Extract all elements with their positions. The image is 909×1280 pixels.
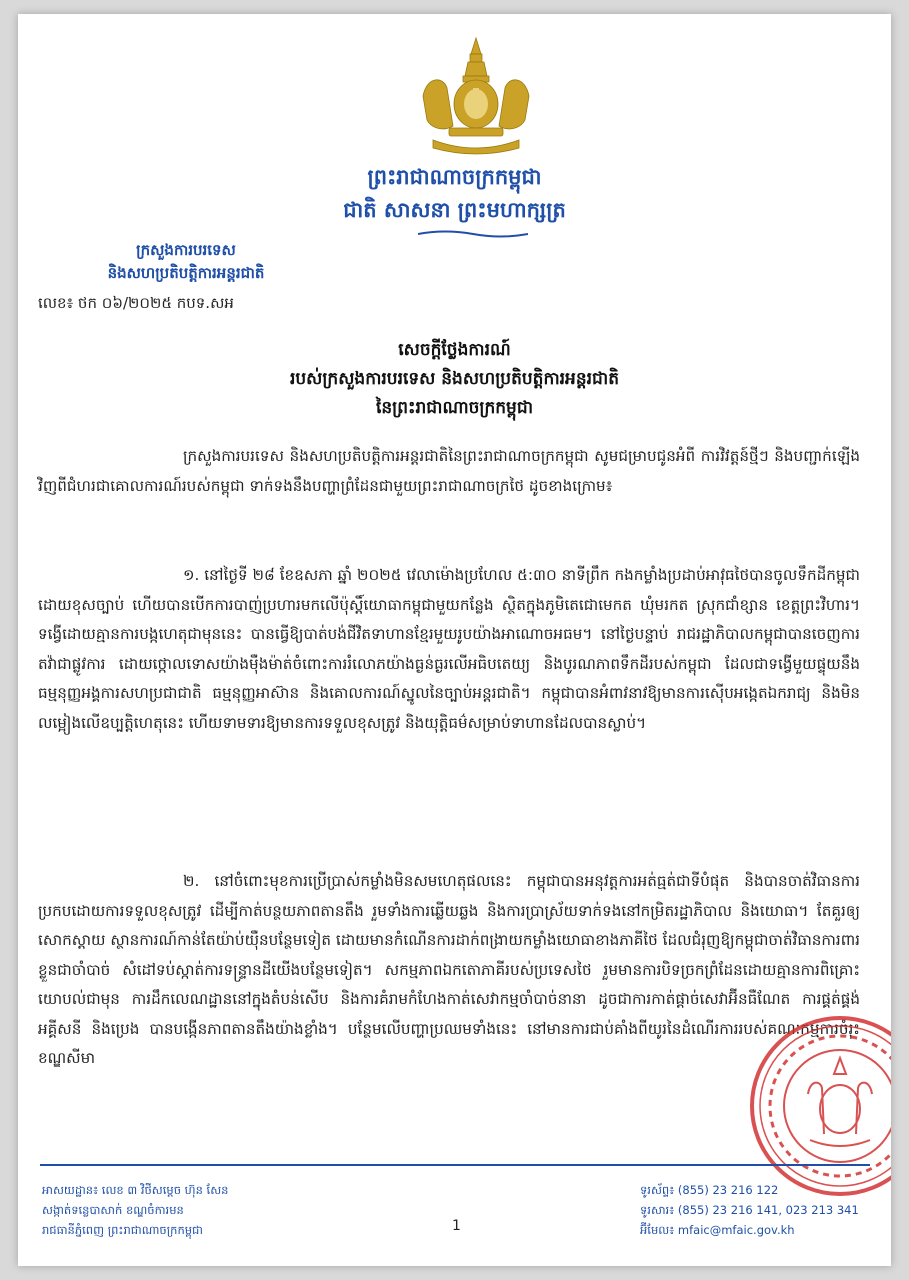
royal-emblem-icon [413, 36, 539, 156]
ministry-name-line2: និងសហប្រតិបត្តិការអន្តរជាតិ [107, 264, 265, 282]
page-number: 1 [452, 1218, 461, 1234]
national-motto: ជាតិ សាសនា ព្រះមហាក្សត្រ [343, 197, 566, 222]
footer-fax: ទូរសារ៖ (855) 23 216 141, 023 213 341 [640, 1203, 859, 1217]
reference-number: លេខ៖ ថក ០៦/២០២៥ កបទ.សអ [38, 294, 234, 312]
document-page [18, 14, 891, 1266]
intro-paragraph: ក្រសួងការបរទេស និងសហប្រតិបត្តិការអន្តរជាតិនៃព្រះរាជាណាចក្រកម្ពុជា សូមជម្រាបជូនអំពី ការវិវត្តន៍ថ្មីៗ និងបញ្ជាក់ឡើងវិញពីជំហរជាគោលការណ៍របស់កម្ពុជា ទាក់ទងនឹងបញ្ហាព្រំដែនជាមួយព្រះរាជាណាចក្រថៃ ដូចខាងក្រោម៖ [38, 447, 860, 495]
footer-divider [40, 1164, 870, 1166]
footer-email: អ៊ីមែល៖ mfaic@mfaic.gov.kh [640, 1223, 795, 1237]
ornament-divider-icon [418, 229, 528, 239]
kingdom-name: ព្រះរាជាណាចក្រកម្ពុជា [367, 164, 542, 189]
statement-title: សេចក្តីថ្លែងការណ៍ [398, 340, 511, 360]
footer-address-line1: អាសយដ្ឋាន៖ លេខ ៣ វិថីសម្ដេច ហ៊ុន សែន [42, 1183, 229, 1197]
footer-address-line2: សង្កាត់ទន្លេបាសាក់ ខណ្ឌចំការមន [42, 1203, 184, 1217]
footer-address-line3: រាជធានីភ្នំពេញ ព្រះរាជាណាចក្រកម្ពុជា [42, 1223, 203, 1237]
paragraph-1: ១. នៅថ្ងៃទី ២៨ ខែឧសភា ឆ្នាំ ២០២៥ វេលាម៉ោងប្រហែល ៥:៣០ នាទីព្រឹក កងកម្លាំងប្រដាប់អាវុធថៃបានចូលទឹកដីកម្ពុជាដោយខុសច្បាប់ ហើយបានបើកការបាញ់ប្រហារមកលើប៉ុស្តិ៍យោធាកម្ពុជាមួយកន្លែង ស្ថិតក្នុងភូមិតេជោមេកត ឃុំមរកត ស្រុកជាំខ្សាន ខេត្តព្រះវិហារ។ ទង្វើដោយគ្មានការបង្កហេតុជាមុននេះ បានធ្វើឱ្យបាត់បង់ជីវិតទាហានខ្មែរមួយរូបយ៉ាងអាណោចអធម។ នៅថ្ងៃបន្ទាប់ រាជរដ្ឋាភិបាលកម្ពុជាបានចេញការតវ៉ាជាផ្លូវការ ដោយថ្កោលទោសយ៉ាងម៉ឺងម៉ាត់ចំពោះការរំលោភយ៉ាងធ្ងន់ធ្ងរលើអធិបតេយ្យ និងបូរណភាពទឹកដីរបស់កម្ពុជា ដែលជាទង្វើមួយផ្ទុយនឹងធម្មនុញ្ញអង្គការសហប្រជាជាតិ ធម្មនុញ្ញអាស៊ាន និងគោលការណ៍ស្នូលនៃច្បាប់អន្តរជាតិ។ កម្ពុជាបានអំពាវនាវឱ្យមានការស៊ើបអង្កេតឯករាជ្យ និងមិនលម្អៀងលើឧប្បត្តិហេតុនេះ ហើយទាមទារឱ្យមានការទទួលខុសត្រូវ និងយុត្តិធម៌សម្រាប់ទាហានដែលបានស្លាប់។ [38, 566, 860, 732]
footer-phone: ទូរស័ព្ទ៖ (855) 23 216 122 [640, 1183, 779, 1197]
statement-subtitle-country: នៃព្រះរាជាណាចក្រកម្ពុជា [375, 398, 534, 418]
ministry-name-line1: ក្រសួងការបរទេស [136, 241, 236, 259]
official-seal-icon [748, 1014, 891, 1199]
paragraph-2: ២. នៅចំពោះមុខការប្រើប្រាស់កម្លាំងមិនសមហេតុផលនេះ កម្ពុជាបានអនុវត្តការអត់ធ្មត់ជាទីបំផុត និងបានចាត់វិធានការប្រកបដោយការទទួលខុសត្រូវ ដើម្បីកាត់បន្ថយភាពតានតឹង រួមទាំងការឆ្លើយឆ្លង និងការប្រាស្រ័យទាក់ទងនៅកម្រិតរដ្ឋាភិបាល និងយោធា។ តែគួរឲ្យសោកស្ដាយ ស្ថានការណ៍កាន់តែយ៉ាប់យ៉ឺនបន្ថែមទៀត ដោយមានកំណើនការដាក់ពង្រាយកម្លាំងយោធាខាងភាគីថៃ ដែលជំរុញឱ្យកម្ពុជាចាត់វិធានការពារខ្លួនជាចាំបាច់ សំដៅទប់ស្កាត់ការទន្ទ្រានដីយើងបន្ថែមទៀត។ សកម្មភាពឯកតោភាគីរបស់ប្រទេសថៃ រួមមានការបិទច្រកព្រំដែនដោយគ្មានការពិគ្រោះយោបល់ជាមុន ការដឹកលេណដ្ឋាននៅក្នុងតំបន់សើប និងការគំរាមកំហែងកាត់សេវាកម្មចាំបាច់នានា ដូចជាការកាត់ផ្ដាច់សេវាអ៊ីនធឺណែត ការផ្គត់ផ្គង់អគ្គីសនី និងប្រេង បានបង្កើនភាពតានតឹងយ៉ាងខ្លាំង។ បន្ថែមលើបញ្ហាប្រឈមទាំងនេះ នៅមានការជាប់គាំងពីយូរនៃដំណើរការរបស់គណៈកម្មការចំរុះខណ្ឌសីមា [38, 872, 860, 1067]
statement-subtitle: របស់ក្រសួងការបរទេស និងសហប្រតិបត្តិការអន្តរជាតិ [290, 369, 619, 389]
